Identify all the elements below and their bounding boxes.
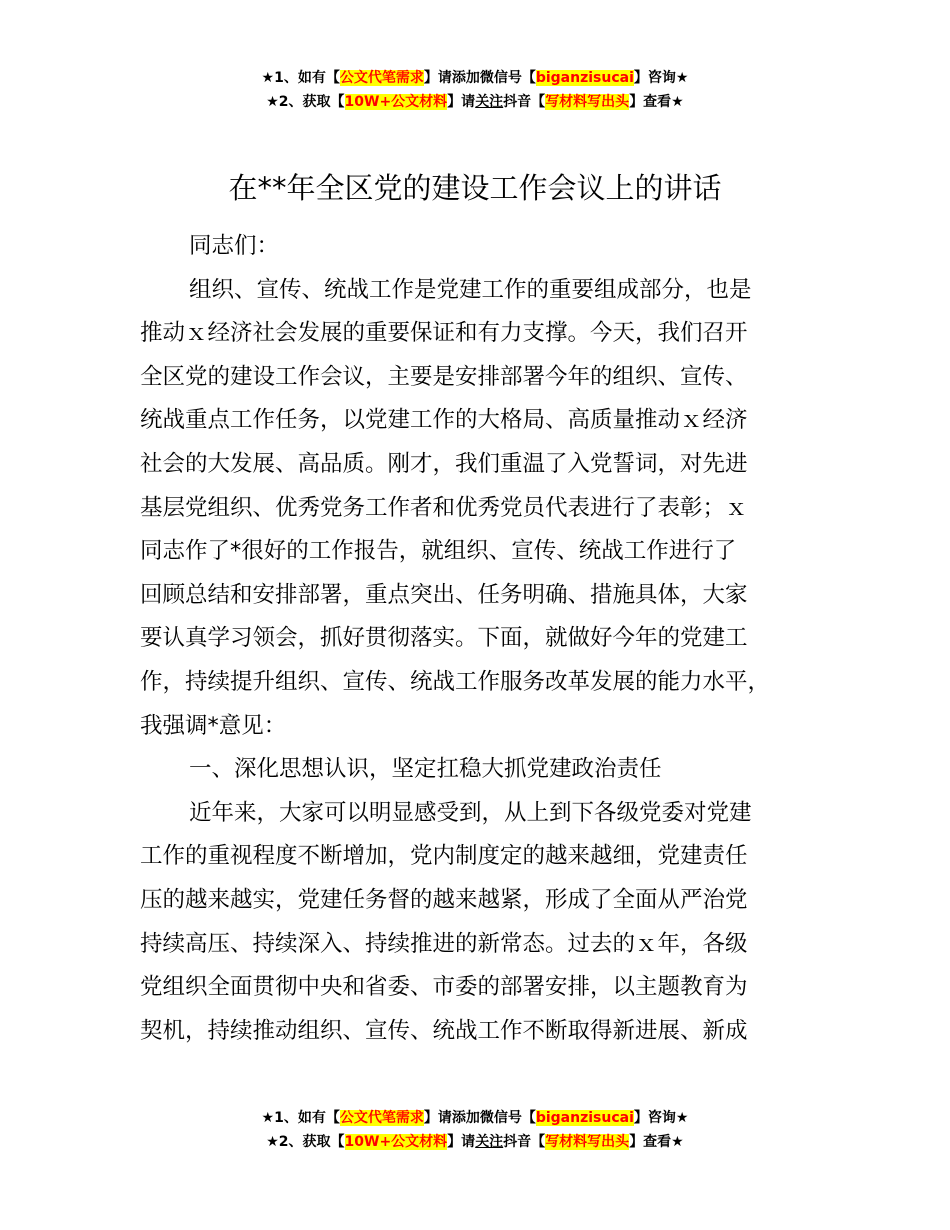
paragraph-line: 持续高压、持续深入、持续推进的新常态。过去的ｘ年，各级: [140, 930, 748, 957]
banner-underlined-text: 关注: [475, 94, 504, 110]
banner-underlined-text: 关注: [475, 1134, 504, 1150]
document-body: [140, 225, 840, 1053]
banner-line-1: [0, 1106, 950, 1130]
paragraph-line: 全区党的建设工作会议，主要是安排部署今年的组织、宣传、: [140, 363, 748, 390]
footer-banner: [0, 1106, 950, 1154]
banner-highlight: 公文代笔需求: [339, 70, 424, 86]
banner-text: 】查看★: [629, 1134, 684, 1150]
banner-text: ★2、获取【: [266, 94, 345, 110]
banner-highlight: 写材料写出头: [545, 1134, 630, 1150]
paragraph-line: 同志作了*很好的工作报告，就组织、宣传、统战工作进行了: [140, 538, 737, 565]
header-banner: [0, 66, 950, 114]
paragraph-line: 社会的大发展、高品质。刚才，我们重温了入党誓词，对先进: [140, 450, 748, 477]
paragraph-line: 回顾总结和安排部署，重点突出、任务明确、措施具体，大家: [140, 581, 748, 608]
paragraph-line: 基层党组织、优秀党务工作者和优秀党员代表进行了表彰；ｘ: [140, 494, 748, 521]
banner-text: 】咨询★: [633, 1110, 689, 1126]
banner-text: 】请添加微信号【: [423, 70, 536, 86]
paragraph-line: 推动ｘ经济社会发展的重要保证和有力支撑。今天，我们召开: [140, 320, 748, 347]
banner-text: 】咨询★: [633, 70, 689, 86]
paragraph-line: 我强调*意见：: [140, 712, 287, 739]
banner-text: ★1、如有【: [261, 1110, 340, 1126]
paragraph-line: 工作的重视程度不断增加，党内制度定的越来越细，党建责任: [140, 843, 748, 870]
section-heading: 一、深化思想认识，坚定扛稳大抓党建政治责任: [189, 756, 662, 783]
banner-text: 】请添加微信号【: [423, 1110, 536, 1126]
banner-highlight: 写材料写出头: [545, 94, 630, 110]
banner-text: 】请: [447, 94, 476, 110]
paragraph-line: 作，持续提升组织、宣传、统战工作服务改革发展的能力水平，: [140, 668, 771, 695]
banner-line-2: [0, 90, 950, 114]
banner-line-1: [0, 66, 950, 90]
banner-highlight: biganzisucai: [535, 70, 634, 86]
banner-highlight: 10W+公文材料: [344, 94, 448, 110]
paragraph-line: 近年来，大家可以明显感受到，从上到下各级党委对党建: [189, 799, 752, 826]
banner-text: 】查看★: [629, 94, 684, 110]
banner-highlight: 公文代笔需求: [339, 1110, 424, 1126]
paragraph-line: 党组织全面贯彻中央和省委、市委的部署安排，以主题教育为: [140, 974, 748, 1001]
banner-text: ★1、如有【: [261, 70, 340, 86]
banner-text: ★2、获取【: [266, 1134, 345, 1150]
paragraph-line: 统战重点工作任务，以党建工作的大格局、高质量推动ｘ经济: [140, 407, 748, 434]
banner-line-2: [0, 1130, 950, 1154]
paragraph-line: 契机，持续推动组织、宣传、统战工作不断取得新进展、新成: [140, 1017, 748, 1044]
banner-text: 抖音【: [503, 1134, 546, 1150]
document-title: 在**年全区党的建设工作会议上的讲话: [228, 171, 722, 205]
paragraph-line: 组织、宣传、统战工作是党建工作的重要组成部分，也是: [189, 276, 752, 303]
banner-text: 】请: [447, 1134, 476, 1150]
paragraph-line: 要认真学习领会，抓好贯彻落实。下面，就做好今年的党建工: [140, 625, 748, 652]
banner-text: 抖音【: [503, 94, 546, 110]
banner-highlight: 10W+公文材料: [344, 1134, 448, 1150]
paragraph-line: 压的越来越实，党建任务督的越来越紧，形成了全面从严治党: [140, 886, 748, 913]
banner-highlight: biganzisucai: [535, 1110, 634, 1126]
salutation: 同志们：: [189, 233, 280, 259]
